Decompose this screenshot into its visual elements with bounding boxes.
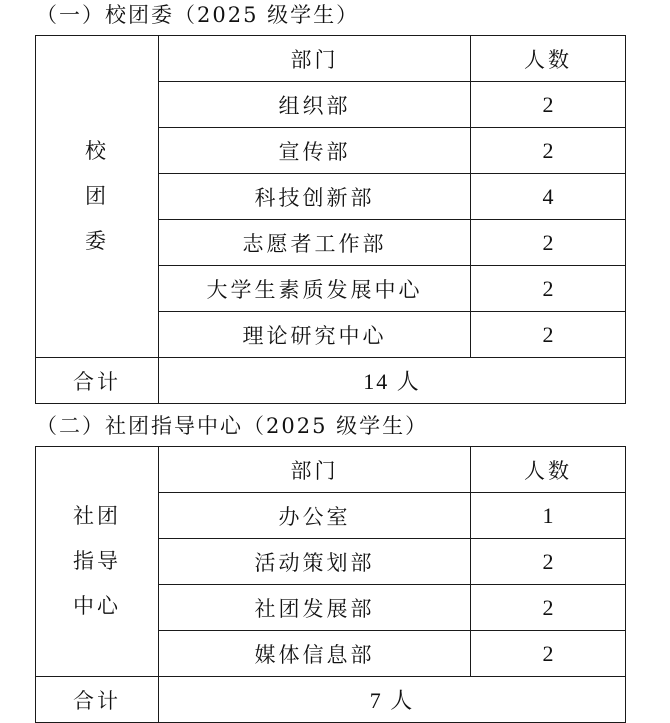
group-label bbox=[36, 36, 159, 358]
group-label-line: 中心 bbox=[73, 594, 121, 618]
column-header-dept: 部门 bbox=[159, 36, 471, 82]
group-label-line: 社团 bbox=[73, 504, 121, 528]
group-label-char: 校 bbox=[85, 139, 109, 163]
total-row bbox=[36, 358, 626, 404]
count-cell: 2 bbox=[471, 220, 626, 266]
count-cell: 2 bbox=[471, 82, 626, 128]
column-header-dept: 部门 bbox=[159, 447, 471, 493]
dept-cell: 媒体信息部 bbox=[159, 631, 471, 677]
dept-cell: 活动策划部 bbox=[159, 539, 471, 585]
dept-cell: 志愿者工作部 bbox=[159, 220, 471, 266]
section2-heading: （二）社团指导中心（2025 级学生） bbox=[36, 414, 429, 438]
dept-cell: 科技创新部 bbox=[159, 174, 471, 220]
total-label: 合计 bbox=[36, 677, 159, 723]
total-value: 14 人 bbox=[159, 358, 626, 404]
dept-cell: 理论研究中心 bbox=[159, 312, 471, 358]
group-label bbox=[36, 447, 159, 677]
column-header-count: 人数 bbox=[471, 447, 626, 493]
count-cell: 2 bbox=[471, 585, 626, 631]
group-label-line: 指导 bbox=[73, 549, 121, 573]
count-cell: 2 bbox=[471, 539, 626, 585]
total-row bbox=[36, 677, 626, 723]
count-cell: 4 bbox=[471, 174, 626, 220]
total-label: 合计 bbox=[36, 358, 159, 404]
group-label-char: 团 bbox=[85, 184, 109, 208]
column-header-count: 人数 bbox=[471, 36, 626, 82]
count-cell: 2 bbox=[471, 631, 626, 677]
dept-cell: 组织部 bbox=[159, 82, 471, 128]
count-cell: 2 bbox=[471, 312, 626, 358]
dept-cell: 宣传部 bbox=[159, 128, 471, 174]
section2-table bbox=[35, 446, 626, 723]
table-header-row bbox=[36, 36, 626, 82]
count-cell: 2 bbox=[471, 128, 626, 174]
dept-cell: 社团发展部 bbox=[159, 585, 471, 631]
count-cell: 1 bbox=[471, 493, 626, 539]
section1-table bbox=[35, 35, 626, 404]
count-cell: 2 bbox=[471, 266, 626, 312]
table-header-row bbox=[36, 447, 626, 493]
dept-cell: 办公室 bbox=[159, 493, 471, 539]
dept-cell: 大学生素质发展中心 bbox=[159, 266, 471, 312]
section1-heading: （一）校团委（2025 级学生） bbox=[36, 3, 360, 27]
group-label-char: 委 bbox=[85, 229, 109, 253]
total-value: 7 人 bbox=[159, 677, 626, 723]
